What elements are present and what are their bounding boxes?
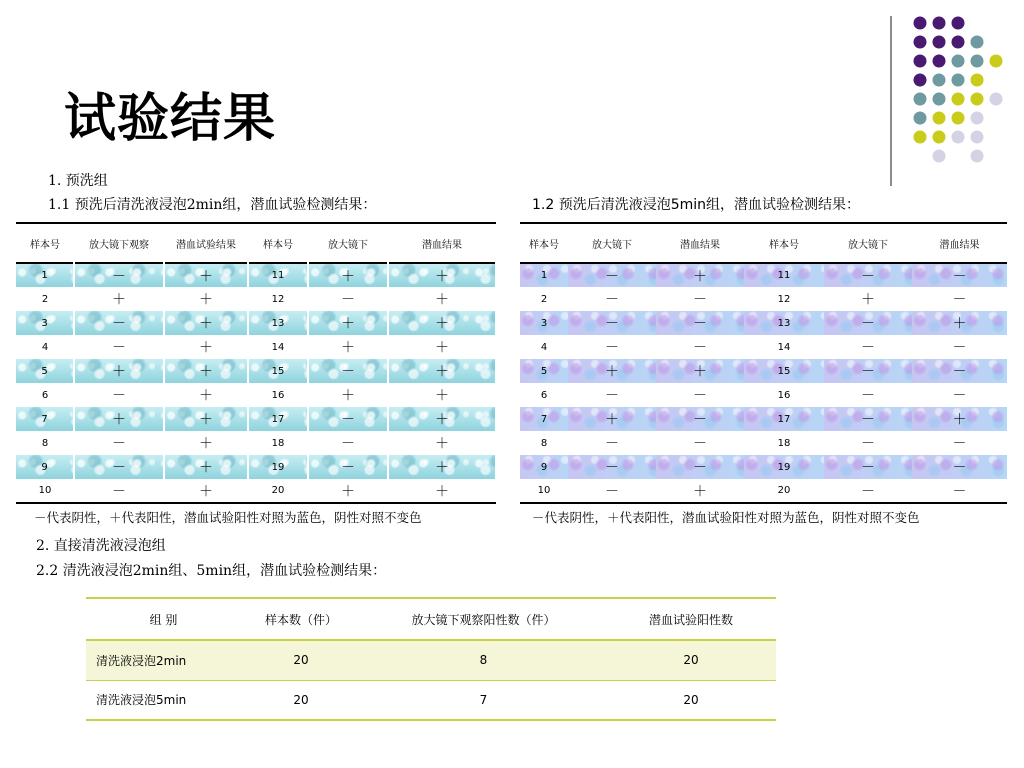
decor-dot [952, 55, 965, 68]
decor-dot [933, 93, 946, 106]
table-cell: 4 [540, 341, 548, 353]
table-cell: 14 [777, 341, 791, 353]
table-cell: － [605, 388, 619, 404]
section-1-2-heading: 1.2 预洗后清洗液浸泡5min组，潜血试验检测结果： [532, 197, 861, 213]
header-cell: 组 别 [86, 598, 241, 640]
table-cell: 8 [361, 640, 606, 680]
decor-dot [971, 93, 984, 106]
table-body [520, 263, 1007, 503]
table-row [520, 383, 1007, 407]
table-cell: 1 [520, 263, 568, 287]
table-cell: － [693, 388, 707, 404]
table-cell: 7 [520, 407, 568, 431]
table-cell: 5 [520, 359, 568, 383]
table-cell: ＋ [435, 292, 449, 308]
table-cell: ＋ [861, 292, 875, 308]
table-row [520, 407, 1007, 431]
decor-dot [990, 93, 1003, 106]
table-cell: 10 [38, 485, 52, 496]
table-cell: － [861, 340, 875, 356]
table-cell: 11 [744, 263, 824, 287]
table-cell: 16 [271, 389, 285, 401]
table-cell: － [341, 292, 355, 308]
table-cell: － [74, 311, 164, 335]
table-cell: ＋ [341, 340, 355, 356]
table-cell: ＋ [74, 407, 164, 431]
table-cell: － [912, 263, 1007, 287]
table-1-1-results [16, 222, 497, 504]
table-cell: ＋ [388, 359, 496, 383]
header-cell: 潜血结果 [939, 239, 980, 251]
table-cell: － [308, 359, 388, 383]
table-cell: ＋ [112, 292, 126, 308]
table-cell: － [74, 455, 164, 479]
table-row [16, 359, 496, 383]
table-cell: 12 [271, 293, 285, 305]
table-cell: － [952, 483, 967, 500]
table-cell: ＋ [199, 483, 213, 500]
decorative-divider [890, 16, 892, 186]
header-cell: 放大镜下 [848, 239, 888, 251]
table-cell: 5 [16, 359, 74, 383]
table-row [16, 383, 496, 407]
table-cell: ＋ [568, 359, 656, 383]
table-cell: 9 [16, 455, 74, 479]
table-cell: － [693, 436, 707, 452]
table-cell: 6 [41, 389, 49, 401]
table-cell: ＋ [656, 263, 744, 287]
table-cell: 20 [241, 640, 361, 680]
table-cell: ＋ [164, 455, 248, 479]
table-row [520, 455, 1007, 479]
table-cell: － [824, 263, 912, 287]
section-2-heading: 2. 直接清洗液浸泡组 [36, 538, 166, 554]
decor-dot [914, 131, 927, 144]
table-cell: 20 [241, 680, 361, 720]
table-cell: 20 [271, 485, 285, 496]
decor-dot [971, 55, 984, 68]
table-cell: － [861, 388, 875, 404]
table-cell: 19 [744, 455, 824, 479]
table-1-2-note: －代表阴性，＋代表阳性，潜血试验阳性对照为蓝色，阴性对照不变色 [532, 510, 920, 525]
decor-dot [952, 74, 965, 87]
table-row [16, 431, 496, 455]
header-cell: 样本号 [263, 239, 293, 251]
table-cell: ＋ [568, 407, 656, 431]
table-cell: － [568, 263, 656, 287]
table-cell: 2 [41, 293, 49, 305]
table-cell: － [912, 455, 1007, 479]
decor-dot [914, 112, 927, 125]
section-2-2-heading: 2.2 清洗液浸泡2min组、5min组，潜血试验检测结果： [36, 563, 387, 579]
decor-dot [933, 74, 946, 87]
table-cell: 10 [537, 485, 551, 496]
table-cell: 1 [16, 263, 74, 287]
table-row [520, 359, 1007, 383]
table-cell: 3 [16, 311, 74, 335]
table-cell: 20 [606, 680, 776, 720]
table-cell: － [605, 483, 619, 500]
table-row [86, 680, 776, 720]
table-cell: ＋ [199, 340, 213, 356]
table-cell: ＋ [388, 263, 496, 287]
table-cell: － [112, 436, 126, 452]
table-cell: ＋ [435, 388, 449, 404]
table-cell: 15 [744, 359, 824, 383]
header-cell: 潜血结果 [422, 239, 462, 251]
page-title: 试验结果 [64, 88, 277, 149]
table-header-row [520, 223, 1007, 263]
table-cell: － [693, 292, 707, 308]
table-cell: － [341, 436, 355, 452]
header-cell: 放大镜下观察 [89, 239, 149, 251]
table-row [16, 311, 496, 335]
decor-dot [952, 93, 965, 106]
table-row [16, 479, 496, 503]
table-row [16, 287, 496, 311]
table-cell: 6 [540, 389, 548, 401]
table-cell: ＋ [308, 263, 388, 287]
header-cell: 潜血结果 [680, 239, 720, 251]
table-cell: ＋ [199, 436, 213, 452]
decor-dot [914, 55, 927, 68]
table-cell: 3 [520, 311, 568, 335]
table-row [86, 640, 776, 680]
table-cell: 7 [361, 680, 606, 720]
table-cell: ＋ [912, 311, 1007, 335]
table-cell: － [952, 388, 967, 404]
decor-dot [914, 74, 927, 87]
table-cell: － [656, 311, 744, 335]
decor-dot [914, 36, 927, 49]
table-cell: 19 [248, 455, 308, 479]
table-cell: － [824, 455, 912, 479]
table-cell: 13 [744, 311, 824, 335]
table-cell: 12 [777, 293, 791, 305]
table-cell: ＋ [388, 407, 496, 431]
decor-dot [933, 112, 946, 125]
table-cell: ＋ [199, 292, 213, 308]
table-cell: － [861, 483, 875, 500]
table-cell: － [112, 388, 126, 404]
table-cell: － [912, 359, 1007, 383]
table-cell: ＋ [693, 483, 707, 500]
decor-dot [971, 112, 984, 125]
table-cell: － [605, 340, 619, 356]
table-cell: － [605, 292, 619, 308]
decor-dot [933, 150, 946, 163]
table-cell: － [308, 407, 388, 431]
table-1-1-note: －代表阴性，＋代表阳性，潜血试验阳性对照为蓝色，阴性对照不变色 [34, 510, 422, 525]
table-cell: 18 [271, 437, 285, 449]
header-cell: 潜血试验阳性数 [606, 598, 776, 640]
table-cell: 2 [540, 293, 548, 305]
table-cell: 清洗液浸泡2min [86, 640, 241, 680]
table-cell: 20 [777, 485, 791, 496]
header-cell: 放大镜下 [592, 239, 632, 251]
decor-dot [933, 55, 946, 68]
table-cell: 8 [540, 437, 548, 449]
table-row [520, 311, 1007, 335]
table-cell: 9 [520, 455, 568, 479]
table-cell: 17 [744, 407, 824, 431]
table-cell: － [656, 407, 744, 431]
header-cell: 样本号 [769, 239, 799, 251]
table-cell: 15 [248, 359, 308, 383]
table-1-2-results [520, 222, 1007, 504]
decor-dot [952, 131, 965, 144]
table-row [16, 407, 496, 431]
table-cell: － [112, 340, 126, 356]
table-cell: ＋ [341, 483, 355, 500]
decor-dot [971, 36, 984, 49]
table-cell: ＋ [435, 483, 449, 500]
table-row [520, 263, 1007, 287]
header-cell: 样本数（件） [241, 598, 361, 640]
table-cell: － [824, 407, 912, 431]
table-header-row [86, 598, 776, 640]
decor-dot [971, 150, 984, 163]
table-cell: ＋ [388, 455, 496, 479]
table-header-row [16, 223, 496, 263]
decor-dot [971, 74, 984, 87]
decor-dot [952, 17, 965, 30]
table-cell: ＋ [341, 388, 355, 404]
header-cell: 放大镜下观察阳性数（件） [361, 598, 606, 640]
table-row [16, 335, 496, 359]
table-cell: 13 [248, 311, 308, 335]
table-cell: － [824, 311, 912, 335]
decor-dot [914, 17, 927, 30]
table-cell: 7 [16, 407, 74, 431]
table-cell: ＋ [74, 359, 164, 383]
decor-dot [933, 131, 946, 144]
table-row [520, 479, 1007, 503]
table-cell: － [605, 436, 619, 452]
table-cell: 18 [777, 437, 791, 449]
table-cell: ＋ [164, 263, 248, 287]
table-cell: ＋ [656, 359, 744, 383]
table-row [16, 263, 496, 287]
table-cell: 4 [41, 341, 49, 353]
table-cell: 14 [271, 341, 285, 353]
table-row [520, 431, 1007, 455]
table-cell: ＋ [164, 311, 248, 335]
table-cell: － [693, 340, 707, 356]
table-cell: － [308, 455, 388, 479]
header-cell: 样本号 [529, 239, 559, 251]
section-1-1-heading: 1.1 预洗后清洗液浸泡2min组，潜血试验检测结果： [48, 197, 377, 213]
table-cell: － [112, 483, 126, 500]
table-cell: 8 [41, 437, 49, 449]
table-2-2-summary [86, 597, 776, 721]
table-cell: － [656, 455, 744, 479]
table-cell: － [952, 340, 967, 356]
table-row [16, 455, 496, 479]
table-cell: ＋ [164, 359, 248, 383]
table-cell: 17 [248, 407, 308, 431]
header-cell: 潜血试验结果 [176, 239, 236, 251]
table-cell: ＋ [308, 311, 388, 335]
table-cell: 16 [777, 389, 791, 401]
table-cell: － [568, 311, 656, 335]
table-cell: ＋ [199, 388, 213, 404]
table-cell: － [861, 436, 875, 452]
table-cell: ＋ [435, 340, 449, 356]
table-cell: 20 [606, 640, 776, 680]
table-cell: － [952, 436, 967, 452]
decor-dot [933, 36, 946, 49]
decor-dot [971, 131, 984, 144]
table-cell: － [74, 263, 164, 287]
header-cell: 样本号 [30, 239, 60, 251]
decor-dot [933, 17, 946, 30]
header-cell: 放大镜下 [328, 239, 368, 251]
table-cell: ＋ [164, 407, 248, 431]
decor-dot [914, 93, 927, 106]
table-cell: － [952, 292, 967, 308]
table-row [520, 287, 1007, 311]
table-cell: － [568, 455, 656, 479]
table-cell: ＋ [912, 407, 1007, 431]
decor-dot [952, 36, 965, 49]
decor-dot [952, 112, 965, 125]
table-cell: ＋ [435, 436, 449, 452]
table-cell: 11 [248, 263, 308, 287]
decor-dot [990, 55, 1003, 68]
decorative-dot-grid [905, 12, 1015, 172]
table-cell: ＋ [388, 311, 496, 335]
table-body [16, 263, 496, 503]
table-cell: 清洗液浸泡5min [86, 680, 241, 720]
table-row [520, 335, 1007, 359]
section-1-heading: 1. 预洗组 [48, 173, 108, 189]
table-cell: － [824, 359, 912, 383]
